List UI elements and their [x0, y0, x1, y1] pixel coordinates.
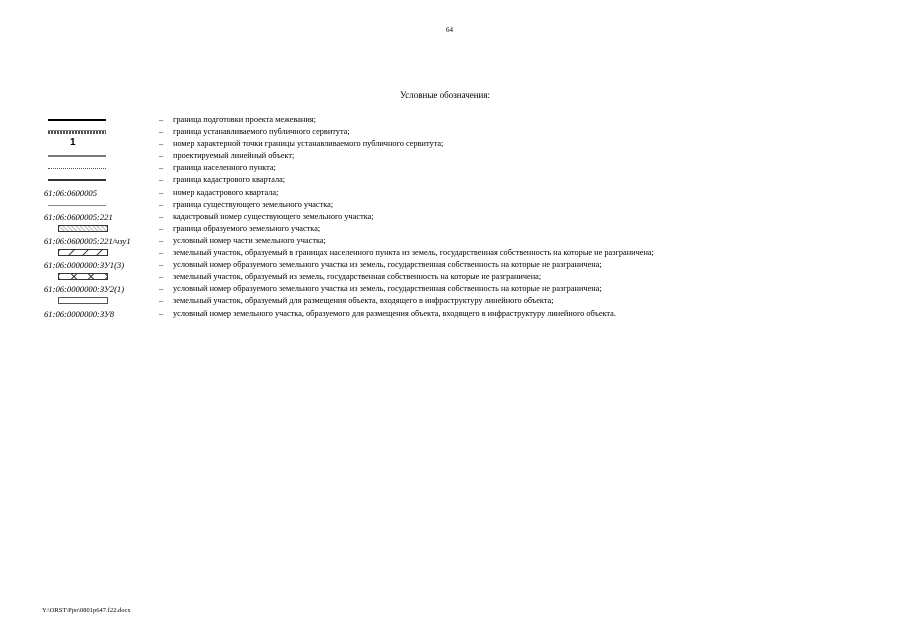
legend-description: граница устанавливаемого публичного сервитута; [173, 127, 350, 137]
legend-row [40, 247, 840, 259]
parcel-number-symbol [40, 259, 152, 271]
legend-row [40, 259, 840, 271]
legend-dash: – [159, 115, 164, 124]
page-number: 64 [446, 26, 453, 34]
legend-dash: – [159, 260, 164, 270]
legend-description: условный номер образуемого земельного участка из земель, государственная собственность на которые не разграничена; [173, 284, 602, 294]
legend-row [40, 199, 840, 211]
cadastral-quarter-boundary-symbol [40, 174, 152, 186]
legend-row [40, 138, 840, 150]
legend-dash: – [159, 187, 164, 197]
legend-description: номер характерной точки границы устанавливаемого публичного сервитута; [173, 139, 444, 149]
legend-dash: – [159, 235, 164, 245]
parcel-number-symbol [40, 308, 152, 320]
legend-dash: – [159, 211, 164, 221]
legend-description: проектируемый линейный объект; [173, 151, 295, 161]
legend-row [40, 114, 840, 126]
legend-code: 61:06:0600005 [44, 187, 97, 198]
legend-description: граница населенного пункта; [173, 163, 276, 173]
legend-description: условный номер образуемого земельного участка из земель, государственная собственность на которые не разграничена; [173, 260, 602, 270]
state-land-parcel-symbol [40, 271, 152, 283]
parcel-number-symbol [40, 283, 152, 295]
infrastructure-parcel-symbol [40, 295, 152, 307]
legend-description: кадастровый номер существующего земельного участка; [173, 211, 374, 221]
legend-dash: – [159, 163, 164, 173]
point-number-symbol [40, 138, 152, 150]
legend-row [40, 223, 840, 235]
legend-description: граница кадастрового квартала; [173, 175, 286, 185]
legend-dash: – [159, 296, 164, 306]
legend-row [40, 187, 840, 199]
legend-dash: – [159, 272, 164, 282]
legend-row [40, 308, 840, 320]
legend-row [40, 211, 840, 223]
legend-row [40, 126, 840, 138]
legend-description: земельный участок, образуемый из земель, государственная собственность на которые не разграничена; [173, 272, 542, 282]
legend-row [40, 283, 840, 295]
settlement-boundary-symbol [40, 162, 152, 174]
legend-dash: – [159, 248, 164, 258]
legend-dash: – [159, 284, 164, 294]
legend-dash: – [159, 151, 164, 161]
legend-title: Условные обозначения: [400, 90, 491, 100]
legend-description: условный номер части земельного участка; [173, 235, 326, 245]
legend-row [40, 271, 840, 283]
legend-description: граница существующего земельного участка; [173, 199, 334, 209]
existing-parcel-boundary-symbol [40, 199, 152, 211]
legend-dash: – [159, 127, 164, 137]
legend-description: граница подготовки проекта межевания; [173, 115, 316, 124]
legend-row [40, 162, 840, 174]
legend-dash: – [159, 199, 164, 209]
legend-dash: – [159, 139, 164, 149]
project-boundary-symbol [40, 114, 152, 126]
parcel-part-number-symbol [40, 235, 152, 247]
legend-code: 61:06:0000000:ЗУ2(1) [44, 284, 125, 295]
quarter-number-symbol [40, 187, 152, 199]
linear-object-symbol [40, 150, 152, 162]
cadastral-number-symbol [40, 211, 152, 223]
settlement-parcel-symbol [40, 247, 152, 259]
legend-description: земельный участок, образуемый в границах населенного пункта из земель, государственная собственность на которые не разграничена; [173, 248, 654, 258]
legend-code: 61:06:0600005:221/чзу1 [44, 235, 131, 246]
legend-description: условный номер земельного участка, образуемого для размещения объекта, входящего в инфраструктуру линейного объекта. [173, 308, 616, 318]
legend-code: 61:06:0000000:ЗУ1(3) [44, 260, 125, 271]
legend-dash: – [159, 175, 164, 185]
point-number: 1 [70, 137, 76, 149]
servitude-boundary-symbol [40, 126, 152, 138]
legend-row [40, 295, 840, 307]
legend-description: земельный участок, образуемый для размещения объекта, входящего в инфраструктуру линейного объекта; [173, 296, 554, 306]
formed-parcel-boundary-symbol [40, 223, 152, 235]
legend-description: номер кадастрового квартала; [173, 187, 279, 197]
legend-row [40, 150, 840, 162]
legend-dash: – [159, 223, 164, 233]
legend-row [40, 174, 840, 186]
legend-row [40, 235, 840, 247]
legend-code: 61:06:0000000:ЗУ8 [44, 308, 115, 319]
legend-list [40, 114, 840, 320]
legend-dash: – [159, 308, 164, 318]
legend-code: 61:06:0600005:221 [44, 211, 113, 222]
file-path-footer: Y:\ORST\Ppo\0801p647.f22.docx [42, 607, 131, 614]
legend-description: граница образуемого земельного участка; [173, 223, 321, 233]
